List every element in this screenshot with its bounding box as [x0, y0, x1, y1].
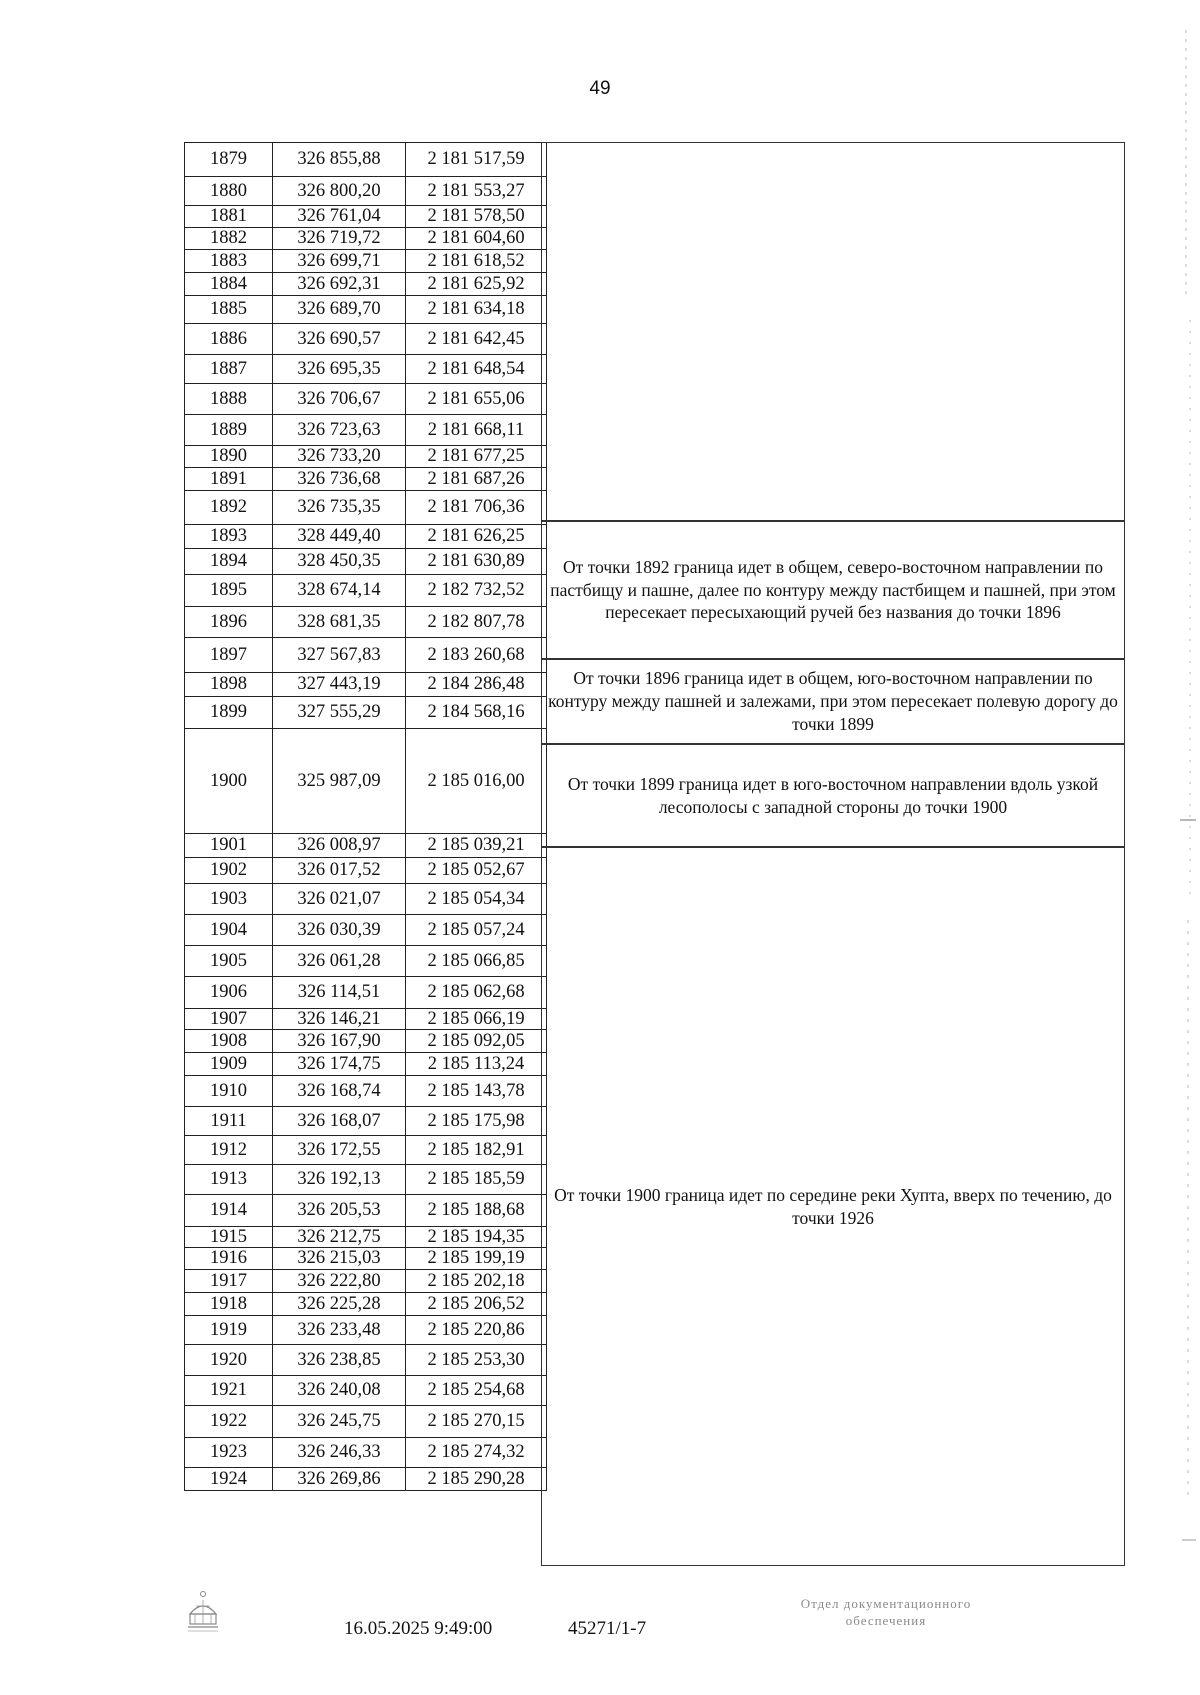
- description-text: От точки 1896 граница идет в общем, юго-восточном направлении по контуру между пашней и залежами, при этом пересекает полевую дорогу до точки 1899: [548, 668, 1118, 734]
- point-number-cell: 1899: [185, 697, 273, 729]
- y-coordinate-cell: 2 184 286,48: [406, 673, 547, 697]
- point-number-cell: 1891: [185, 468, 273, 491]
- x-coordinate-cell: 327 567,83: [273, 638, 406, 673]
- y-coordinate-cell: 2 181 578,50: [406, 206, 547, 228]
- point-number-cell: 1910: [185, 1076, 273, 1107]
- x-coordinate-cell: 326 168,74: [273, 1076, 406, 1107]
- point-number-cell: 1894: [185, 549, 273, 575]
- point-number-cell: 1888: [185, 384, 273, 415]
- y-coordinate-cell: 2 185 054,34: [406, 884, 547, 915]
- x-coordinate-cell: 326 735,35: [273, 491, 406, 525]
- x-coordinate-cell: 326 212,75: [273, 1227, 406, 1248]
- footer-date: 16.05.2025 9:49:00: [344, 1618, 493, 1639]
- x-coordinate-cell: 326 222,80: [273, 1270, 406, 1293]
- table-row: [185, 977, 547, 1009]
- point-number-cell: 1885: [185, 296, 273, 324]
- y-coordinate-cell: 2 181 668,11: [406, 415, 547, 446]
- y-coordinate-cell: 2 181 630,89: [406, 549, 547, 575]
- y-coordinate-cell: 2 185 194,35: [406, 1227, 547, 1248]
- point-number-cell: 1917: [185, 1270, 273, 1293]
- x-coordinate-cell: 326 736,68: [273, 468, 406, 491]
- table-row: [185, 273, 547, 296]
- y-coordinate-cell: 2 185 188,68: [406, 1195, 547, 1227]
- table-row: [185, 1053, 547, 1076]
- point-number-cell: 1923: [185, 1438, 273, 1468]
- point-number-cell: 1907: [185, 1009, 273, 1030]
- emblem-icon: [186, 1590, 220, 1634]
- table-row: [185, 607, 547, 638]
- table-row: [185, 491, 547, 525]
- table-row: [185, 1248, 547, 1270]
- x-coordinate-cell: 326 761,04: [273, 206, 406, 228]
- x-coordinate-cell: 326 699,71: [273, 250, 406, 273]
- point-number-cell: 1879: [185, 143, 273, 177]
- point-number-cell: 1916: [185, 1248, 273, 1270]
- point-number-cell: 1922: [185, 1406, 273, 1438]
- table-row: [185, 1136, 547, 1165]
- point-number-cell: 1913: [185, 1165, 273, 1195]
- point-number-cell: 1912: [185, 1136, 273, 1165]
- department-line-1: Отдел документационного: [800, 1596, 972, 1611]
- y-coordinate-cell: 2 181 642,45: [406, 324, 547, 355]
- y-coordinate-cell: 2 185 199,19: [406, 1248, 547, 1270]
- description-text: От точки 1892 граница идет в общем, северо-восточном направлении по пастбищу и пашне, далее по контуру между пастбищем и пашней, при этом пересекает пересыхающий ручей без названия до точки 1896: [550, 556, 1116, 623]
- x-coordinate-cell: 326 240,08: [273, 1376, 406, 1406]
- x-coordinate-cell: 326 238,85: [273, 1345, 406, 1376]
- x-coordinate-cell: 328 449,40: [273, 525, 406, 549]
- table-row: [185, 384, 547, 415]
- y-coordinate-cell: 2 185 052,67: [406, 858, 547, 884]
- point-number-cell: 1890: [185, 446, 273, 468]
- description-text: От точки 1900 граница идет по середине реки Хупта, вверх по течению, до точки 1926: [554, 1184, 1112, 1228]
- y-coordinate-cell: 2 185 016,00: [406, 729, 547, 834]
- y-coordinate-cell: 2 185 062,68: [406, 977, 547, 1009]
- point-number-cell: 1918: [185, 1293, 273, 1316]
- x-coordinate-cell: 326 008,97: [273, 834, 406, 858]
- point-number-cell: 1903: [185, 884, 273, 915]
- table-row: [185, 1270, 547, 1293]
- x-coordinate-cell: 326 215,03: [273, 1248, 406, 1270]
- x-coordinate-cell: 326 168,07: [273, 1107, 406, 1136]
- y-coordinate-cell: 2 181 706,36: [406, 491, 547, 525]
- y-coordinate-cell: 2 185 270,15: [406, 1406, 547, 1438]
- table-row: [185, 549, 547, 575]
- table-row: [185, 915, 547, 946]
- x-coordinate-cell: 326 146,21: [273, 1009, 406, 1030]
- x-coordinate-cell: 326 689,70: [273, 296, 406, 324]
- y-coordinate-cell: 2 185 175,98: [406, 1107, 547, 1136]
- table-row: [185, 206, 547, 228]
- x-coordinate-cell: 326 692,31: [273, 273, 406, 296]
- table-row: [185, 575, 547, 607]
- point-number-cell: 1900: [185, 729, 273, 834]
- table-row: [185, 1438, 547, 1468]
- point-number-cell: 1882: [185, 228, 273, 250]
- y-coordinate-cell: 2 184 568,16: [406, 697, 547, 729]
- table-row: [185, 884, 547, 915]
- point-number-cell: 1886: [185, 324, 273, 355]
- table-row: [185, 355, 547, 384]
- y-coordinate-cell: 2 182 732,52: [406, 575, 547, 607]
- point-number-cell: 1902: [185, 858, 273, 884]
- table-row: [185, 1293, 547, 1316]
- y-coordinate-cell: 2 185 066,19: [406, 1009, 547, 1030]
- point-number-cell: 1889: [185, 415, 273, 446]
- description-text: От точки 1899 граница идет в юго-восточном направлении вдоль узкой лесополосы с западной стороны до точки 1900: [567, 773, 1099, 817]
- y-coordinate-cell: 2 185 143,78: [406, 1076, 547, 1107]
- y-coordinate-cell: 2 185 039,21: [406, 834, 547, 858]
- table-row: [185, 468, 547, 491]
- description-cell-1899-1900: [541, 744, 1125, 847]
- table-row: [185, 1165, 547, 1195]
- y-coordinate-cell: 2 182 807,78: [406, 607, 547, 638]
- x-coordinate-cell: 326 706,67: [273, 384, 406, 415]
- table-row: [185, 1468, 547, 1491]
- point-number-cell: 1897: [185, 638, 273, 673]
- y-coordinate-cell: 2 185 206,52: [406, 1293, 547, 1316]
- y-coordinate-cell: 2 181 517,59: [406, 143, 547, 177]
- x-coordinate-cell: 326 723,63: [273, 415, 406, 446]
- x-coordinate-cell: 326 017,52: [273, 858, 406, 884]
- scan-edge-marks: [1160, 0, 1200, 1695]
- y-coordinate-cell: 2 185 092,05: [406, 1030, 547, 1053]
- x-coordinate-cell: 328 681,35: [273, 607, 406, 638]
- description-cell-1879-1892: [541, 142, 1125, 521]
- y-coordinate-cell: 2 185 254,68: [406, 1376, 547, 1406]
- table-row: [185, 697, 547, 729]
- x-coordinate-cell: 326 021,07: [273, 884, 406, 915]
- y-coordinate-cell: 2 185 220,86: [406, 1316, 547, 1345]
- x-coordinate-cell: 326 245,75: [273, 1406, 406, 1438]
- table-row: [185, 638, 547, 673]
- x-coordinate-cell: 326 174,75: [273, 1053, 406, 1076]
- y-coordinate-cell: 2 181 618,52: [406, 250, 547, 273]
- x-coordinate-cell: 326 225,28: [273, 1293, 406, 1316]
- point-number-cell: 1908: [185, 1030, 273, 1053]
- x-coordinate-cell: 326 192,13: [273, 1165, 406, 1195]
- x-coordinate-cell: 326 030,39: [273, 915, 406, 946]
- y-coordinate-cell: 2 181 604,60: [406, 228, 547, 250]
- description-cell-1896-1899: [541, 659, 1125, 744]
- table-row: [185, 1107, 547, 1136]
- point-number-cell: 1920: [185, 1345, 273, 1376]
- x-coordinate-cell: 326 061,28: [273, 946, 406, 977]
- x-coordinate-cell: 326 233,48: [273, 1316, 406, 1345]
- y-coordinate-cell: 2 185 202,18: [406, 1270, 547, 1293]
- table-row: [185, 143, 547, 177]
- y-coordinate-cell: 2 185 253,30: [406, 1345, 547, 1376]
- footer-doc-number: 45271/1-7: [568, 1618, 647, 1639]
- y-coordinate-cell: 2 183 260,68: [406, 638, 547, 673]
- table-row: [185, 324, 547, 355]
- point-number-cell: 1881: [185, 206, 273, 228]
- y-coordinate-cell: 2 181 553,27: [406, 177, 547, 206]
- table-row: [185, 858, 547, 884]
- point-number-cell: 1880: [185, 177, 273, 206]
- table-row: [185, 673, 547, 697]
- coordinates-table: [184, 142, 547, 1491]
- x-coordinate-cell: 326 172,55: [273, 1136, 406, 1165]
- x-coordinate-cell: 326 733,20: [273, 446, 406, 468]
- y-coordinate-cell: 2 185 113,24: [406, 1053, 547, 1076]
- description-cell-1900-1926: [541, 847, 1125, 1566]
- x-coordinate-cell: 326 800,20: [273, 177, 406, 206]
- table-row: [185, 415, 547, 446]
- point-number-cell: 1892: [185, 491, 273, 525]
- x-coordinate-cell: 327 443,19: [273, 673, 406, 697]
- x-coordinate-cell: 326 855,88: [273, 143, 406, 177]
- x-coordinate-cell: 326 167,90: [273, 1030, 406, 1053]
- x-coordinate-cell: 328 674,14: [273, 575, 406, 607]
- coordinates-table-area: [184, 142, 1125, 1566]
- point-number-cell: 1893: [185, 525, 273, 549]
- y-coordinate-cell: 2 181 655,06: [406, 384, 547, 415]
- x-coordinate-cell: 327 555,29: [273, 697, 406, 729]
- table-row: [185, 296, 547, 324]
- page-number: 49: [589, 78, 611, 99]
- point-number-cell: 1898: [185, 673, 273, 697]
- table-row: [185, 1376, 547, 1406]
- table-row: [185, 228, 547, 250]
- point-number-cell: 1921: [185, 1376, 273, 1406]
- point-number-cell: 1906: [185, 977, 273, 1009]
- table-row: [185, 1030, 547, 1053]
- point-number-cell: 1884: [185, 273, 273, 296]
- x-coordinate-cell: 326 205,53: [273, 1195, 406, 1227]
- point-number-cell: 1919: [185, 1316, 273, 1345]
- table-row: [185, 1227, 547, 1248]
- y-coordinate-cell: 2 185 290,28: [406, 1468, 547, 1491]
- table-row: [185, 1195, 547, 1227]
- point-number-cell: 1915: [185, 1227, 273, 1248]
- point-number-cell: 1904: [185, 915, 273, 946]
- table-row: [185, 729, 547, 834]
- table-row: [185, 1076, 547, 1107]
- table-row: [185, 250, 547, 273]
- y-coordinate-cell: 2 181 634,18: [406, 296, 547, 324]
- point-number-cell: 1901: [185, 834, 273, 858]
- x-coordinate-cell: 326 719,72: [273, 228, 406, 250]
- y-coordinate-cell: 2 185 182,91: [406, 1136, 547, 1165]
- table-row: [185, 946, 547, 977]
- point-number-cell: 1911: [185, 1107, 273, 1136]
- point-number-cell: 1887: [185, 355, 273, 384]
- y-coordinate-cell: 2 185 185,59: [406, 1165, 547, 1195]
- department-line-2: обеспечения: [845, 1612, 927, 1628]
- point-number-cell: 1883: [185, 250, 273, 273]
- x-coordinate-cell: 328 450,35: [273, 549, 406, 575]
- table-row: [185, 525, 547, 549]
- description-cell-1892-1896: [541, 521, 1125, 659]
- y-coordinate-cell: 2 181 677,25: [406, 446, 547, 468]
- x-coordinate-cell: 326 269,86: [273, 1468, 406, 1491]
- table-row: [185, 834, 547, 858]
- point-number-cell: 1896: [185, 607, 273, 638]
- x-coordinate-cell: 326 690,57: [273, 324, 406, 355]
- table-row: [185, 1345, 547, 1376]
- department-stamp: [736, 1596, 1036, 1630]
- y-coordinate-cell: 2 181 626,25: [406, 525, 547, 549]
- table-row: [185, 446, 547, 468]
- point-number-cell: 1895: [185, 575, 273, 607]
- point-number-cell: 1905: [185, 946, 273, 977]
- table-row: [185, 1406, 547, 1438]
- y-coordinate-cell: 2 181 648,54: [406, 355, 547, 384]
- x-coordinate-cell: 326 246,33: [273, 1438, 406, 1468]
- table-row: [185, 1316, 547, 1345]
- y-coordinate-cell: 2 185 066,85: [406, 946, 547, 977]
- y-coordinate-cell: 2 181 625,92: [406, 273, 547, 296]
- y-coordinate-cell: 2 185 274,32: [406, 1438, 547, 1468]
- point-number-cell: 1924: [185, 1468, 273, 1491]
- x-coordinate-cell: 325 987,09: [273, 729, 406, 834]
- y-coordinate-cell: 2 181 687,26: [406, 468, 547, 491]
- y-coordinate-cell: 2 185 057,24: [406, 915, 547, 946]
- x-coordinate-cell: 326 114,51: [273, 977, 406, 1009]
- x-coordinate-cell: 326 695,35: [273, 355, 406, 384]
- table-row: [185, 1009, 547, 1030]
- point-number-cell: 1909: [185, 1053, 273, 1076]
- table-row: [185, 177, 547, 206]
- point-number-cell: 1914: [185, 1195, 273, 1227]
